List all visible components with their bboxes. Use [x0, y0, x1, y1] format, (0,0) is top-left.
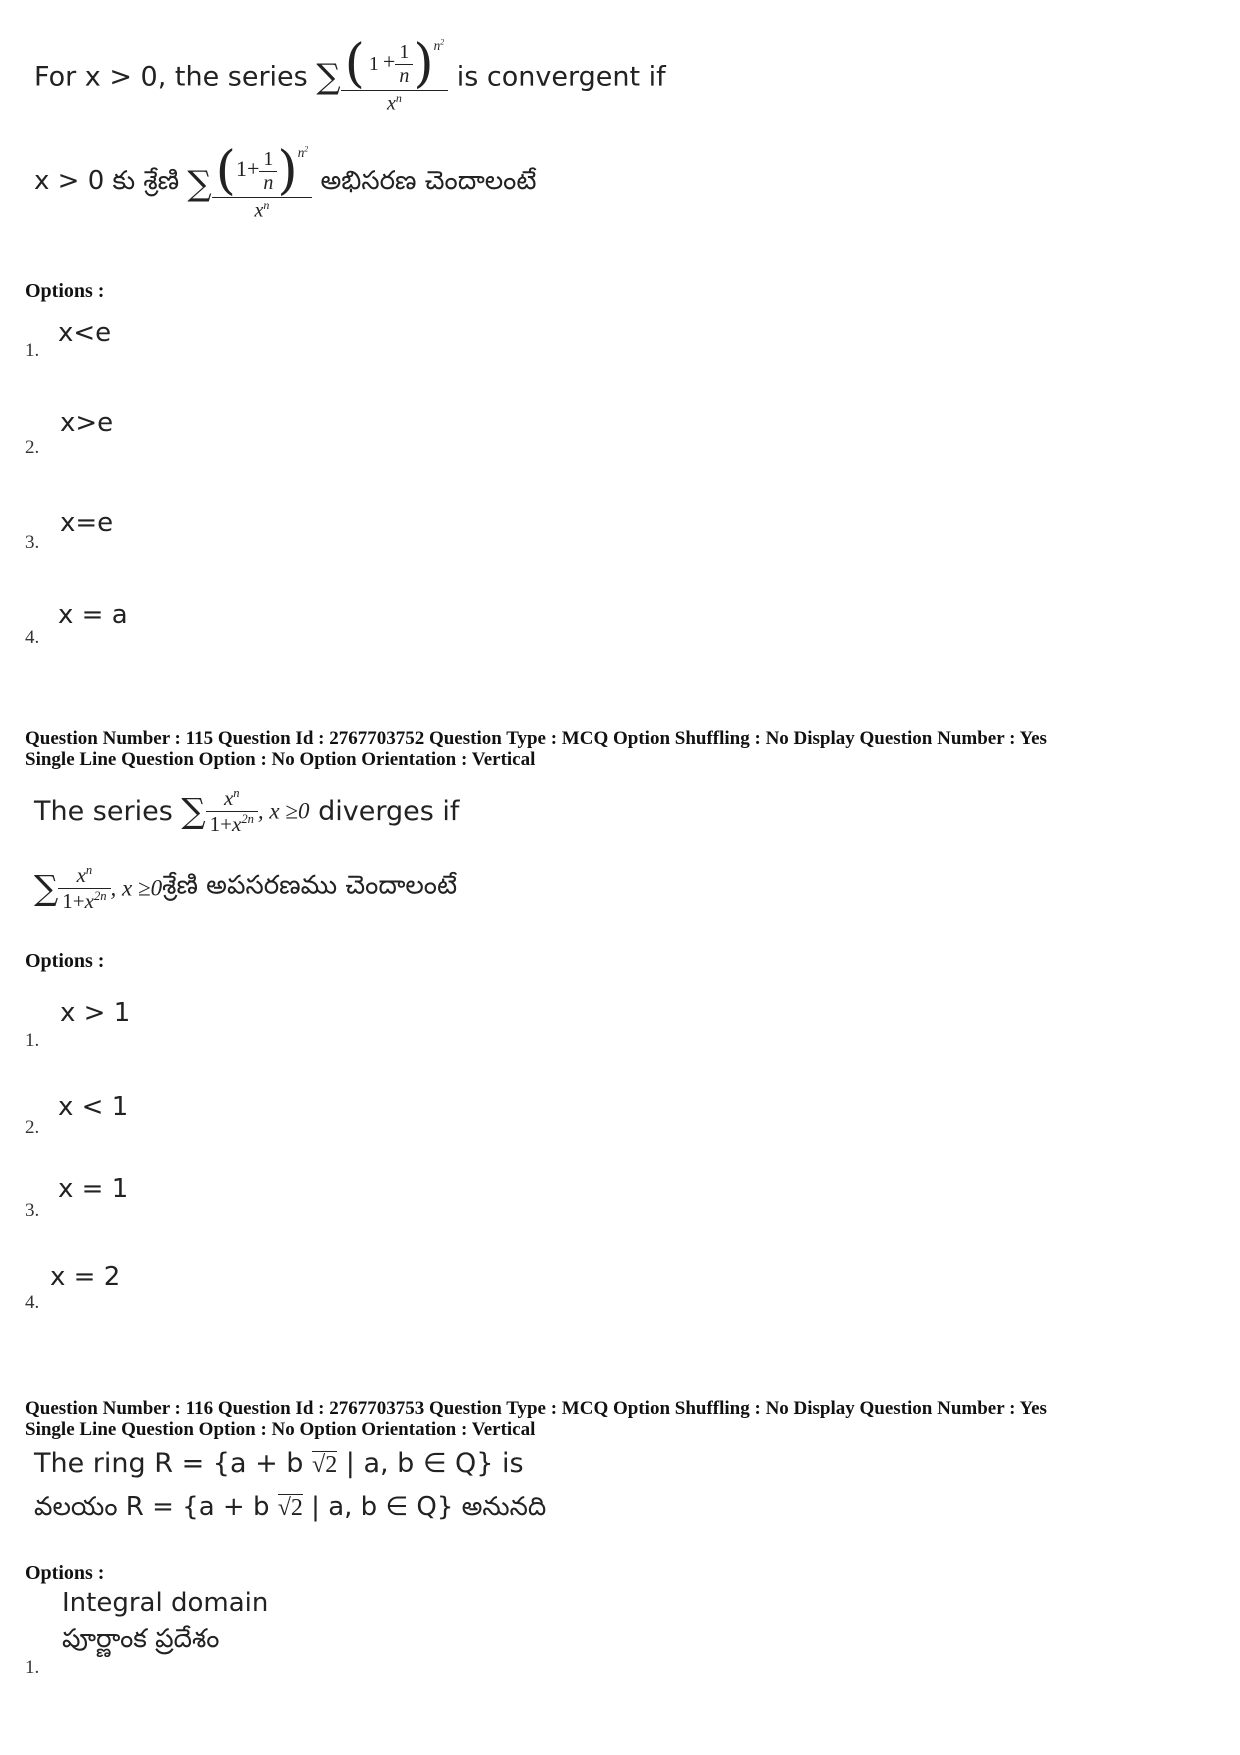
- q114-fraction-te: (1+ $\frac{1}{n}$ )$^{n^2}$ $x^n$: [212, 145, 313, 223]
- q115-option-3-number: 3.: [25, 1200, 40, 1221]
- q115-stem-te-post: శ్రేణి అపసరణము చెందాలంటే: [162, 870, 458, 901]
- sum-symbol: ∑: [187, 163, 212, 204]
- sqrt-2: √2: [277, 1495, 303, 1521]
- q115-option-4[interactable]: x = 2: [50, 1262, 121, 1292]
- q115-fraction-te: $\frac{x^n}{1+x^{2n}}$: [58, 863, 110, 914]
- q114-option-2[interactable]: x>e: [60, 408, 114, 438]
- q116-stem-te-post: | a, b ∈ Q} అనునది: [302, 1492, 547, 1522]
- q116-stem-en-post: | a, b ∈ Q} is: [337, 1448, 524, 1479]
- q115-option-1-number: 1.: [25, 1030, 40, 1051]
- q114-stem-te-pre: x > 0 కు శ్రేణి: [34, 165, 180, 196]
- sqrt-2: √2: [312, 1452, 338, 1478]
- q114-options-label: Options :: [25, 280, 105, 302]
- q115-meta-line-1: Question Number : 115 Question Id : 2767703752 Question Type : MCQ Option Shuffling : No Display Question Number : Yes: [25, 728, 1047, 749]
- sum-symbol: ∑: [34, 868, 59, 909]
- q114-option-2-number: 2.: [25, 437, 40, 458]
- q115-option-4-number: 4.: [25, 1292, 40, 1313]
- q115-option-2[interactable]: x < 1: [58, 1092, 129, 1122]
- sum-symbol: ∑: [316, 56, 341, 97]
- q116-option-1-number: 1.: [25, 1657, 40, 1678]
- q116-stem-en-pre: The ring R = {a + b: [34, 1448, 313, 1479]
- q115-stem-en-pre: The series: [34, 796, 173, 827]
- q114-option-4[interactable]: x = a: [58, 600, 128, 630]
- q115-fraction: $\frac{x^n}{1+x^{2n}}$: [206, 786, 258, 837]
- q116-meta-line-2: Single Line Question Option : No Option Orientation : Vertical: [25, 1419, 536, 1440]
- q115-option-1[interactable]: x > 1: [60, 998, 131, 1028]
- q115-stem-te: ∑ $\frac{x^n}{1+x^{2n}}$ , x ≥0శ్రేణి అపసరణము చెందాలంటే: [34, 863, 458, 913]
- q116-stem-en: [34, 1448, 524, 1479]
- q114-stem-en-post: is convergent if: [456, 61, 666, 93]
- q114-option-4-number: 4.: [25, 627, 40, 648]
- q115-options-label: Options :: [25, 950, 105, 972]
- q116-option-1-text-te: పూర్ణాంక ప్రదేశం: [62, 1624, 220, 1654]
- sum-symbol: ∑: [181, 791, 206, 832]
- q114-option-1[interactable]: x<e: [58, 318, 112, 348]
- q114-option-3-number: 3.: [25, 532, 40, 553]
- q116-option-1[interactable]: [62, 1588, 268, 1660]
- q116-meta-line-1: Question Number : 116 Question Id : 2767703753 Question Type : MCQ Option Shuffling : No Display Question Number : Yes: [25, 1398, 1047, 1419]
- q114-stem-en-pre: For x > 0, the series: [34, 61, 308, 93]
- q115-option-2-number: 2.: [25, 1117, 40, 1138]
- q115-stem-en: The series ∑ $\frac{x^n}{1+x^{2n}}$ , x ≥0 diverges if: [34, 786, 460, 836]
- q116-stem-te: [34, 1492, 546, 1528]
- q114-stem-te-post: అభిసరణ చెందాలంటే: [320, 165, 537, 196]
- q116-stem-te-pre: వలయం R = {a + b: [34, 1492, 278, 1522]
- q115-stem-en-post: diverges if: [318, 796, 460, 827]
- q114-stem-en: [34, 34, 666, 116]
- q116-option-1-text-en: Integral domain: [62, 1588, 269, 1618]
- q115-meta-line-2: Single Line Question Option : No Option Orientation : Vertical: [25, 749, 536, 770]
- q114-stem-te: [34, 141, 537, 223]
- q115-option-3[interactable]: x = 1: [58, 1174, 129, 1204]
- q114-option-3[interactable]: x=e: [60, 508, 114, 538]
- q114-option-1-number: 1.: [25, 340, 40, 361]
- q114-fraction: ( 1 + $\frac{1}{n}$ )$^{n^2}$ $x^n$: [341, 38, 449, 116]
- q116-options-label: Options :: [25, 1562, 105, 1584]
